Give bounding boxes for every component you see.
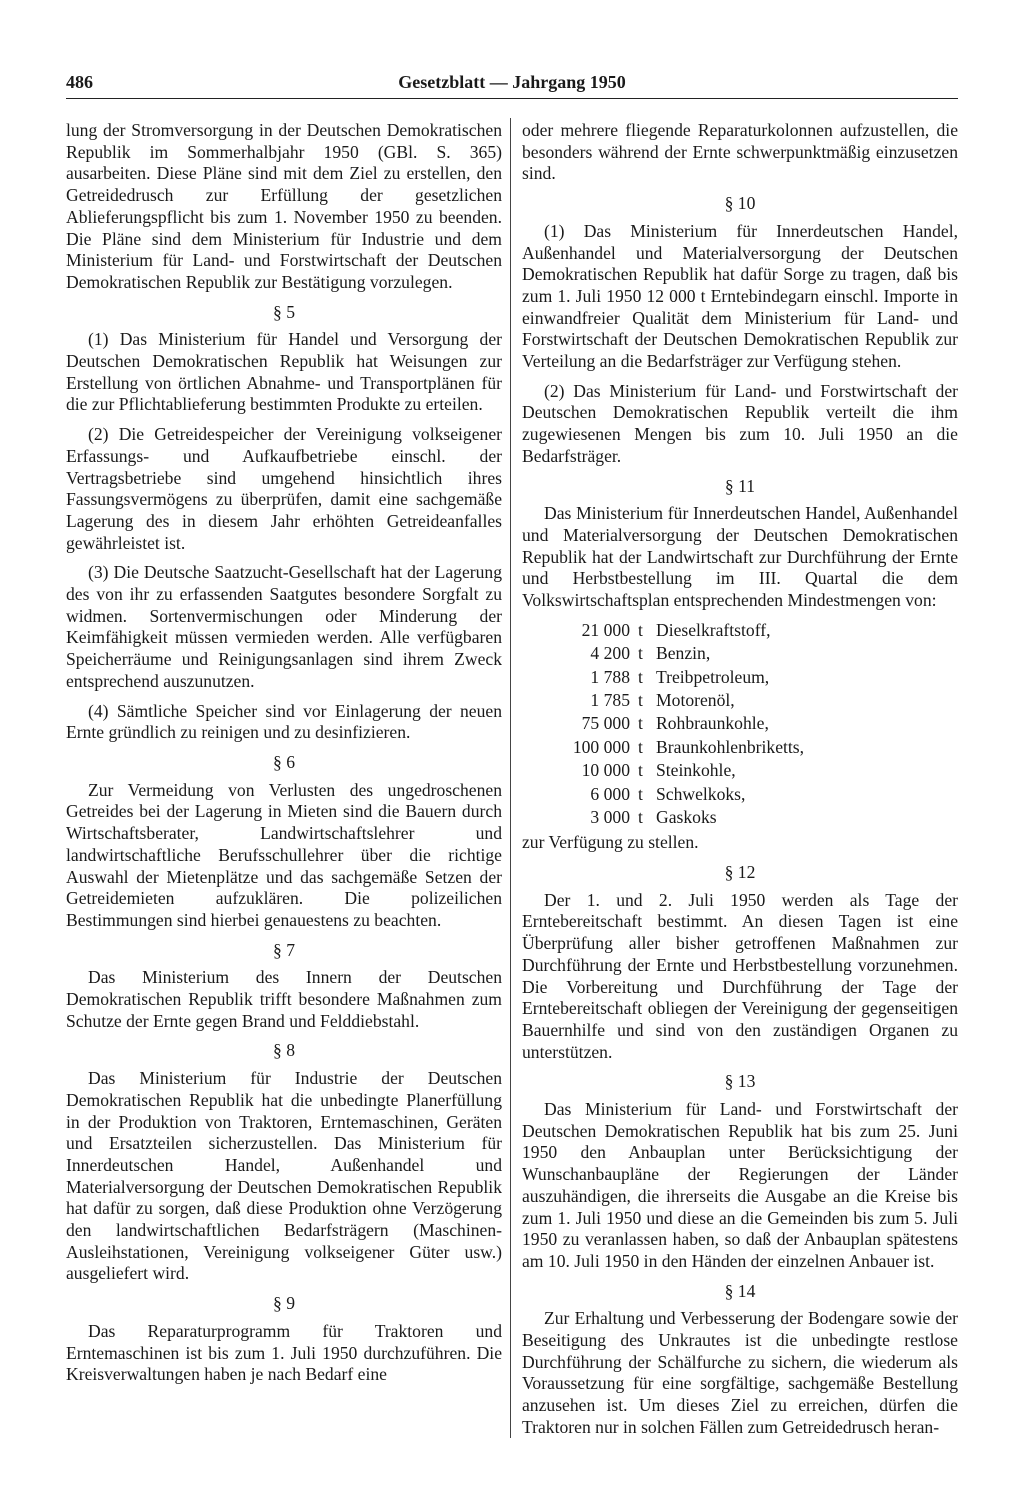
paragraph: oder mehrere fliegende Reparaturkolonnen aufzustellen, die besonders während der Ernte schwerpunktmäßig einzusetzen sind. xyxy=(522,120,958,184)
list-item xyxy=(522,667,958,690)
paragraph: (1) Das Ministerium für Innerdeutschen Handel, Außenhandel und Materialversorgung der Deutschen Demokratischen Republik hat dafür Sorge zu tragen, daß bis zum 1. Juli 1950 12 000 t Erntebindegarn einschl. Importe in einwandfreier Qualität dem Ministerium für Land- und Forstwirtschaft der Deutschen Demokratischen Republik zur Verteilung an die Bedarfsträger zur Verfügung stehen. xyxy=(522,220,958,372)
paragraph: zur Verfügung zu stellen. xyxy=(522,832,699,853)
paragraph: Das Ministerium für Industrie der Deutschen Demokratischen Republik hat die unbedingte Planerfüllung in der Produktion von Traktoren, Erntemaschinen, Geräten und Ersatzteilen sicherzustellen. Das Ministerium für Innerdeutschen Handel, Außenhandel und Materialversorgung der Deutschen Demokratischen Republik hat dafür zu sorgen, daß diese Produktion ohne Verzögerung den landwirtschaftlichen Bedarfsträgern (Maschinen-Ausleihstationen, Vereinigung volkseigener Güter usw.) ausgeliefert wird. xyxy=(66,1068,502,1284)
right-column xyxy=(522,120,958,1450)
supply-name: Steinkohle, xyxy=(656,760,736,781)
supply-name: Gaskoks xyxy=(656,806,717,827)
header-rule xyxy=(66,98,958,99)
supply-unit: t xyxy=(638,760,643,781)
supply-name: Motorenöl, xyxy=(656,689,735,710)
paragraph: Das Ministerium des Innern der Deutschen Demokratischen Republik trifft besondere Maßnahmen zum Schutze der Ernte gegen Brand und Felddiebstahl. xyxy=(66,967,502,1031)
paragraph: (1) Das Ministerium für Handel und Versorgung der Deutschen Demokratischen Republik hat Weisungen zur Erstellung von örtlichen Abnahme- und Transportplänen für die zur Pflichtablieferung bestimmten Produkte zu erteilen. xyxy=(66,329,502,415)
section-heading-5: § 5 xyxy=(273,301,295,322)
supply-unit: t xyxy=(638,783,643,804)
paragraph: Das Ministerium für Land- und Forstwirtschaft der Deutschen Demokratischen Republik hat bis zum 25. Juni 1950 den Anbauplan unter Berücksichtigung der Wunschanbaupläne der Regierungen der Länder auszuhändigen, die ihrerseits die Ausgabe an die Kreise bis zum 1. Juli 1950 und diese an die Gemeinden bis zum 5. Juli 1950 zu veranlassen haben, so daß der Anbauplan spätestens am 10. Juli 1950 in den Händen der einzelnen Anbauer ist. xyxy=(522,1099,958,1271)
supply-unit: t xyxy=(638,643,643,664)
paragraph: Das Ministerium für Innerdeutschen Handel, Außenhandel und Materialversorgung der Deutschen Demokratischen Republik hat der Landwirtschaft zur Durchführung der Ernte und Herbstbestellung im III. Quartal die dem Volkswirtschaftsplan entsprechenden Mindestmengen von: xyxy=(522,503,958,611)
section-heading-13: § 13 xyxy=(724,1071,756,1092)
left-column xyxy=(66,120,502,1450)
list-item xyxy=(522,784,958,807)
supply-name: Benzin, xyxy=(656,643,711,664)
supply-quantity: 3 000 xyxy=(590,806,630,827)
section-heading-12: § 12 xyxy=(724,861,756,882)
paragraph: Das Reparaturprogramm für Traktoren und Erntemaschinen ist bis zum 1. Juli 1950 durchzuführen. Die Kreisverwaltungen haben je nach Bedarf eine xyxy=(66,1320,502,1385)
supply-unit: t xyxy=(638,806,643,827)
list-item xyxy=(522,690,958,713)
supply-unit: t xyxy=(638,736,643,757)
list-item xyxy=(522,737,958,760)
section-heading-11: § 11 xyxy=(724,475,756,496)
supply-quantity: 10 000 xyxy=(581,760,630,781)
list-item xyxy=(522,620,958,643)
supply-unit: t xyxy=(638,689,643,710)
list-item xyxy=(522,643,958,666)
section-heading-9: § 9 xyxy=(273,1293,295,1314)
section-heading-10: § 10 xyxy=(724,193,756,214)
supply-quantity: 6 000 xyxy=(590,783,630,804)
paragraph: (2) Die Getreidespeicher der Vereinigung volkseigener Erfassungs- und Aufkaufbetriebe einschl. der Vertragsbetriebe sind umgehend hinsichtlich ihres Fassungsvermögens zu überprüfen, damit eine sachgemäße Lagerung des in diesem Jahr erhöhten Getreideanfalles gewährleistet ist. xyxy=(66,424,502,553)
paragraph: (4) Sämtliche Speicher sind vor Einlagerung der neuen Ernte gründlich zu reinigen und zu desinfizieren. xyxy=(66,700,502,743)
section-heading-8: § 8 xyxy=(273,1040,295,1061)
section-heading-7: § 7 xyxy=(273,939,295,960)
page-number: 486 xyxy=(66,72,93,92)
supply-list xyxy=(522,620,958,831)
supply-name: Rohbraunkohle, xyxy=(656,713,769,734)
column-divider xyxy=(510,118,511,1438)
section-heading-6: § 6 xyxy=(273,751,295,772)
list-item xyxy=(522,807,958,830)
supply-unit: t xyxy=(638,619,643,640)
paragraph: Zur Vermeidung von Verlusten des ungedroschenen Getreides bei der Lagerung in Mieten sind die Bauern durch Wirtschaftsberater, Landwirtschaftslehrer und landwirtschaftliche Berufsschullehrer über die richtige Auswahl der Mietenplätze und das sachgemäße Setzen der Getreidemieten aufzuklären. Die polizeilichen Bestimmungen sind hierbei genauestens zu beachten. xyxy=(66,779,502,930)
section-heading-14: § 14 xyxy=(724,1280,756,1301)
supply-name: Treibpetroleum, xyxy=(656,666,770,687)
supply-quantity: 75 000 xyxy=(581,713,630,734)
supply-name: Braunkohlenbriketts, xyxy=(656,736,805,757)
paragraph: Zur Erhaltung und Verbesserung der Bodengare sowie der Beseitigung des Unkrautes ist die unbedingte restlose Durchführung der Schälfurche zu sichern, die wiederum als Voraussetzung für eine sorgfältige, sachgemäße Bestellung anzusehen ist. Um dieses Ziel zu erreichen, dürfen die Traktoren nur in solchen Fällen zum Getreidedrusch heran- xyxy=(522,1308,958,1437)
supply-name: Dieselkraftstoff, xyxy=(656,619,771,640)
paragraph: Der 1. und 2. Juli 1950 werden als Tage der Erntebereitschaft bestimmt. An diesen Tagen ist eine Überprüfung aller bisher getroffenen Maßnahmen zur Durchführung der Ernte und Herbstbestellung vorzunehmen. Die Vorbereitung und Durchführung der Tage der Erntebereitschaft obliegen der Vereinigung der gegenseitigen Bauernhilfe und sind von den zuständigen Organen zu unterstützen. xyxy=(522,889,958,1062)
paragraph: (2) Das Ministerium für Land- und Forstwirtschaft der Deutschen Demokratischen Republik verteilt die ihm zugewiesenen Mengen bis zum 10. Juli 1950 an die Bedarfsträger. xyxy=(522,380,958,466)
supply-quantity: 21 000 xyxy=(581,619,630,640)
page-header xyxy=(66,72,958,96)
supply-unit: t xyxy=(638,713,643,734)
paragraph: lung der Stromversorgung in der Deutschen Demokratischen Republik im Sommerhalbjahr 1950 (GBl. S. 365) ausarbeiten. Diese Pläne sind mit dem Ziel zu erstellen, den Getreidedrusch zur Erfüllung der gesetzlichen Ablieferungspflicht bis zum 1. November 1950 zu beenden. Die Pläne sind dem Ministerium für Industrie und dem Ministerium für Land- und Forstwirtschaft der Deutschen Demokratischen Republik zur Bestätigung vorzulegen. xyxy=(66,120,502,292)
supply-unit: t xyxy=(638,666,643,687)
list-item xyxy=(522,760,958,783)
list-item xyxy=(522,713,958,736)
supply-quantity: 1 785 xyxy=(590,689,630,710)
paragraph: (3) Die Deutsche Saatzucht-Gesellschaft hat der Lagerung des von ihr zu erfassenden Saatgutes besondere Sorgfalt zu widmen. Sortenvermischungen oder Minderung der Keimfähigkeit müssen vermieden werden. Alle verfügbaren Speicherräume und Reinigungsanlagen sind ihrem Zweck entsprechend auszunutzen. xyxy=(66,562,502,691)
supply-quantity: 100 000 xyxy=(572,736,630,757)
supply-quantity: 4 200 xyxy=(590,643,630,664)
supply-name: Schwelkoks, xyxy=(656,783,746,804)
running-title: Gesetzblatt — Jahrgang 1950 xyxy=(398,72,626,92)
supply-quantity: 1 788 xyxy=(590,666,630,687)
